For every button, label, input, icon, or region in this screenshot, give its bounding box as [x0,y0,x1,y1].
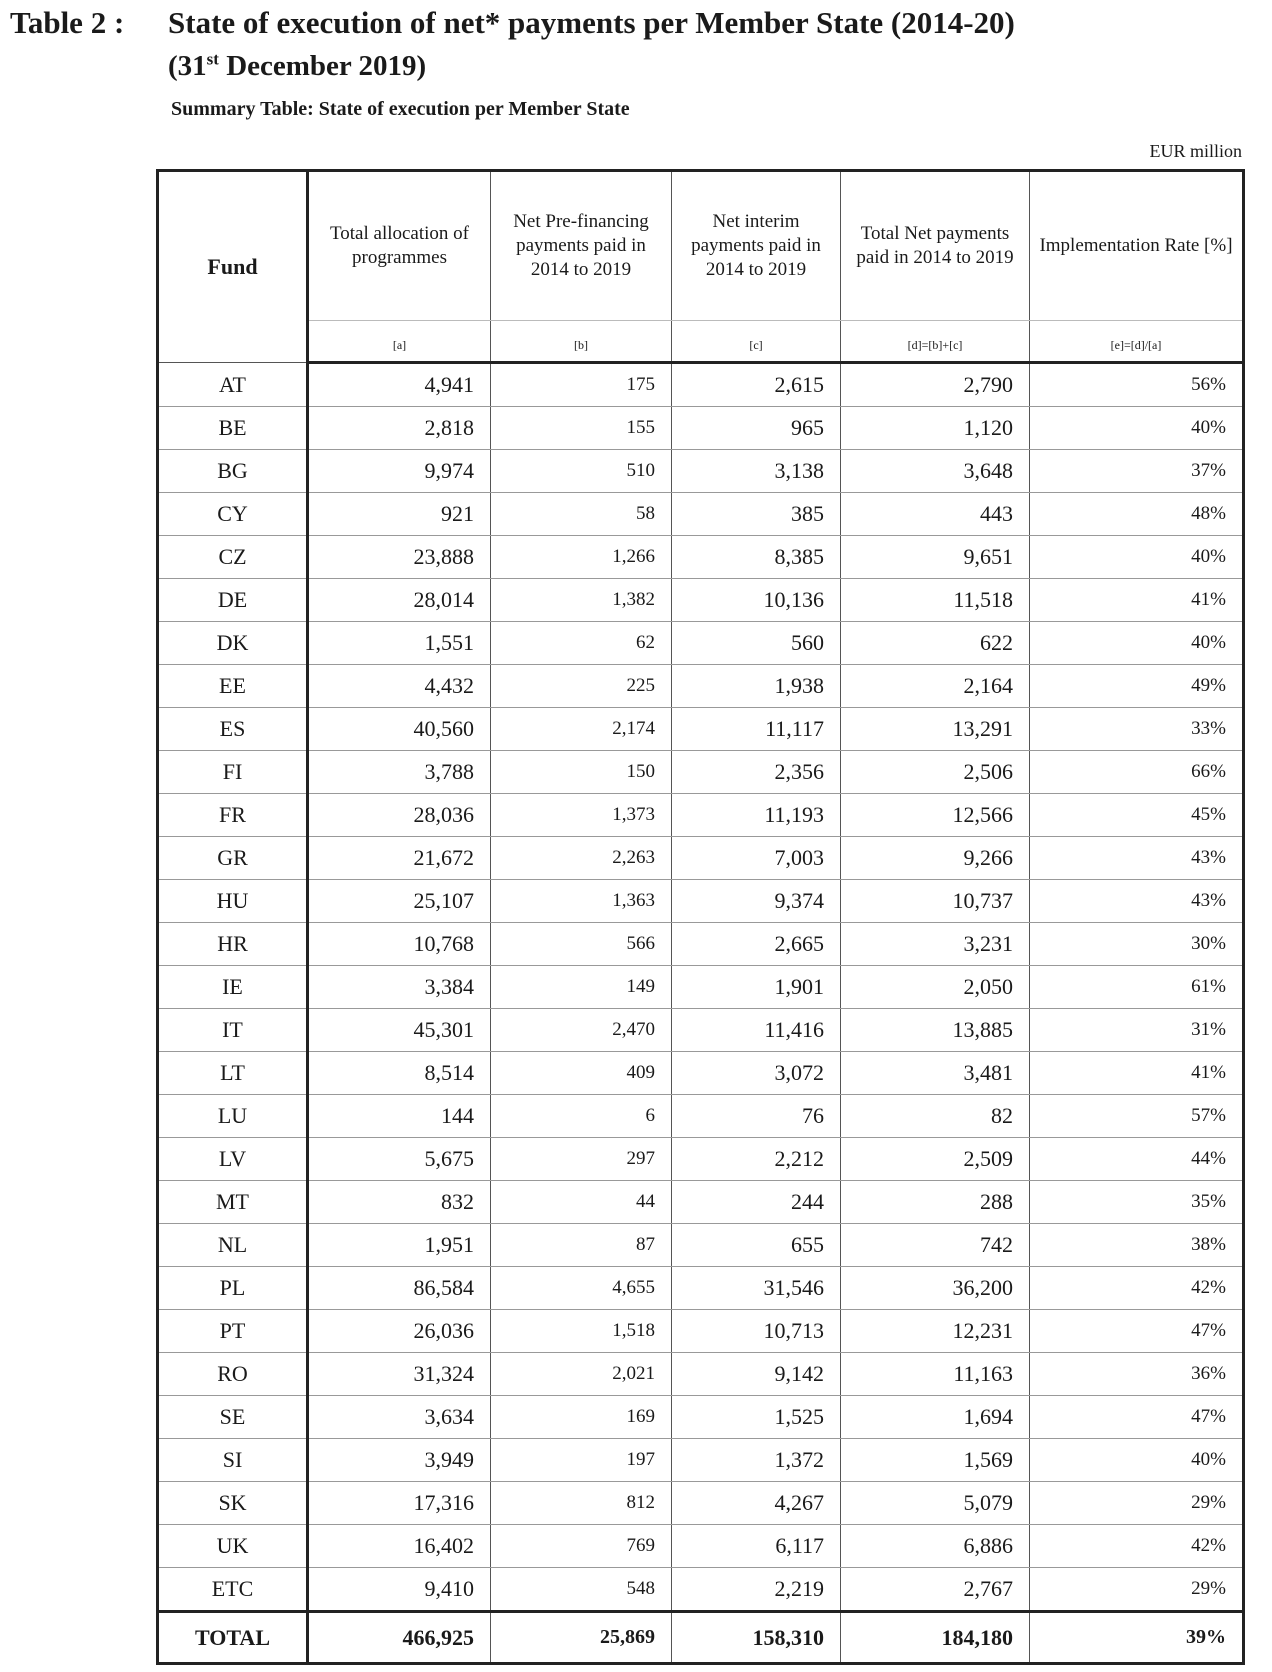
table-row [158,1310,1244,1353]
formula-d: [d]=[b]+[c] [841,321,1030,363]
total-net-cell: 2,050 [841,966,1030,1009]
total-net-cell: 6,886 [841,1525,1030,1568]
total-net-cell: 2,790 [841,363,1030,407]
table-row [158,1224,1244,1267]
table-row [158,1353,1244,1396]
prefinancing-cell: 1,382 [491,579,672,622]
header-row [158,171,1244,321]
fund-cell: IE [158,966,308,1009]
interim-cell: 9,374 [672,880,841,923]
table-row [158,1095,1244,1138]
table-row [158,1181,1244,1224]
allocation-cell: 16,402 [308,1525,491,1568]
prefinancing-cell: 149 [491,966,672,1009]
fund-cell: BE [158,407,308,450]
rate-cell: 41% [1030,1052,1244,1095]
prefinancing-cell: 2,021 [491,1353,672,1396]
rate-cell: 37% [1030,450,1244,493]
prefinancing-cell: 566 [491,923,672,966]
rate-cell: 29% [1030,1482,1244,1525]
table-row [158,1396,1244,1439]
allocation-cell: 9,410 [308,1568,491,1612]
interim-cell: 76 [672,1095,841,1138]
total-net-cell: 443 [841,493,1030,536]
fund-cell: GR [158,837,308,880]
allocation-cell: 3,634 [308,1396,491,1439]
fund-cell: BG [158,450,308,493]
formula-row [158,321,1244,363]
table-row [158,1267,1244,1310]
interim-cell: 244 [672,1181,841,1224]
interim-cell: 31,546 [672,1267,841,1310]
interim-cell: 2,665 [672,923,841,966]
fund-cell: IT [158,1009,308,1052]
prefinancing-cell: 4,655 [491,1267,672,1310]
allocation-cell: 40,560 [308,708,491,751]
interim-cell: 3,072 [672,1052,841,1095]
rate-cell: 44% [1030,1138,1244,1181]
allocation-cell: 31,324 [308,1353,491,1396]
total-net-cell: 12,231 [841,1310,1030,1353]
total-net-cell: 3,648 [841,450,1030,493]
total-net-cell: 622 [841,622,1030,665]
formula-b: [b] [491,321,672,363]
fund-cell: LU [158,1095,308,1138]
fund-cell: SI [158,1439,308,1482]
fund-cell: AT [158,363,308,407]
table-row [158,1525,1244,1568]
interim-cell: 10,713 [672,1310,841,1353]
header-allocation: Total allocation of programmes [308,171,491,321]
total-net-cell: 1,694 [841,1396,1030,1439]
prefinancing-cell: 225 [491,665,672,708]
allocation-cell: 17,316 [308,1482,491,1525]
allocation-cell: 28,036 [308,794,491,837]
prefinancing-cell: 1,363 [491,880,672,923]
prefinancing-cell: 812 [491,1482,672,1525]
allocation-cell: 26,036 [308,1310,491,1353]
total-net-cell: 82 [841,1095,1030,1138]
prefinancing-cell: 1,373 [491,794,672,837]
table-row [158,407,1244,450]
table-row [158,794,1244,837]
fund-cell: SE [158,1396,308,1439]
table-row [158,363,1244,407]
fund-cell: PL [158,1267,308,1310]
rate-cell: 49% [1030,665,1244,708]
total-net-cell: 5,079 [841,1482,1030,1525]
header-rate: Implementation Rate [%] [1030,171,1244,321]
rate-cell: 40% [1030,536,1244,579]
table-body [158,363,1244,1664]
allocation-cell: 4,432 [308,665,491,708]
page-title: State of execution of net* payments per Member State (2014-20) [168,5,1015,40]
fund-cell: NL [158,1224,308,1267]
table-row [158,1009,1244,1052]
execution-table [156,169,1245,1665]
rate-cell: 45% [1030,794,1244,837]
interim-cell: 3,138 [672,450,841,493]
interim-cell: 385 [672,493,841,536]
allocation-cell: 9,974 [308,450,491,493]
header-interim: Net interim payments paid in 2014 to 2019 [672,171,841,321]
interim-cell: 2,356 [672,751,841,794]
interim-cell: 8,385 [672,536,841,579]
rate-cell: 39% [1030,1612,1244,1664]
rate-cell: 31% [1030,1009,1244,1052]
rate-cell: 36% [1030,1353,1244,1396]
total-net-cell: 11,163 [841,1353,1030,1396]
formula-e: [e]=[d]/[a] [1030,321,1244,363]
prefinancing-cell: 1,518 [491,1310,672,1353]
header-total-net: Total Net payments paid in 2014 to 2019 [841,171,1030,321]
fund-cell: ES [158,708,308,751]
report-date-suffix: st [206,49,219,69]
header-prefinancing: Net Pre-financing payments paid in 2014 to 2019 [491,171,672,321]
total-net-cell: 13,885 [841,1009,1030,1052]
prefinancing-cell: 548 [491,1568,672,1612]
total-row [158,1612,1244,1664]
unit-label: EUR million [1149,141,1242,161]
fund-cell: FI [158,751,308,794]
interim-cell: 560 [672,622,841,665]
total-net-cell: 9,651 [841,536,1030,579]
report-date-rest: December 2019) [218,50,427,82]
allocation-cell: 466,925 [308,1612,491,1664]
table-row [158,665,1244,708]
interim-cell: 11,416 [672,1009,841,1052]
rate-cell: 29% [1030,1568,1244,1612]
total-net-cell: 1,569 [841,1439,1030,1482]
interim-cell: 6,117 [672,1525,841,1568]
interim-cell: 2,615 [672,363,841,407]
rate-cell: 43% [1030,837,1244,880]
table-row [158,622,1244,665]
allocation-cell: 921 [308,493,491,536]
fund-cell: DE [158,579,308,622]
prefinancing-cell: 175 [491,363,672,407]
allocation-cell: 21,672 [308,837,491,880]
interim-cell: 1,372 [672,1439,841,1482]
fund-cell: HR [158,923,308,966]
table-row [158,493,1244,536]
table-row [158,579,1244,622]
table-label: Table 2 : [10,5,125,40]
allocation-cell: 10,768 [308,923,491,966]
interim-cell: 10,136 [672,579,841,622]
rate-cell: 42% [1030,1267,1244,1310]
total-net-cell: 288 [841,1181,1030,1224]
interim-cell: 7,003 [672,837,841,880]
table-row [158,1138,1244,1181]
table-row [158,536,1244,579]
total-net-cell: 3,481 [841,1052,1030,1095]
interim-cell: 1,525 [672,1396,841,1439]
rate-cell: 38% [1030,1224,1244,1267]
interim-cell: 11,193 [672,794,841,837]
total-net-cell: 2,509 [841,1138,1030,1181]
rate-cell: 56% [1030,363,1244,407]
interim-cell: 655 [672,1224,841,1267]
allocation-cell: 2,818 [308,407,491,450]
rate-cell: 48% [1030,493,1244,536]
prefinancing-cell: 2,263 [491,837,672,880]
prefinancing-cell: 155 [491,407,672,450]
table-row [158,450,1244,493]
table-row [158,1482,1244,1525]
fund-cell: UK [158,1525,308,1568]
rate-cell: 61% [1030,966,1244,1009]
prefinancing-cell: 58 [491,493,672,536]
interim-cell: 4,267 [672,1482,841,1525]
total-net-cell: 742 [841,1224,1030,1267]
fund-cell: CY [158,493,308,536]
fund-cell: MT [158,1181,308,1224]
prefinancing-cell: 2,174 [491,708,672,751]
table-header [158,171,1244,363]
allocation-cell: 28,014 [308,579,491,622]
rate-cell: 41% [1030,579,1244,622]
allocation-cell: 8,514 [308,1052,491,1095]
total-net-cell: 11,518 [841,579,1030,622]
fund-cell: HU [158,880,308,923]
table-row [158,1568,1244,1612]
rate-cell: 40% [1030,622,1244,665]
fund-cell: FR [158,794,308,837]
header-fund: Fund [158,171,308,363]
interim-cell: 2,212 [672,1138,841,1181]
fund-cell: DK [158,622,308,665]
prefinancing-cell: 62 [491,622,672,665]
rate-cell: 35% [1030,1181,1244,1224]
total-net-cell: 3,231 [841,923,1030,966]
table-row [158,837,1244,880]
fund-cell: LV [158,1138,308,1181]
total-net-cell: 36,200 [841,1267,1030,1310]
prefinancing-cell: 297 [491,1138,672,1181]
allocation-cell: 25,107 [308,880,491,923]
rate-cell: 57% [1030,1095,1244,1138]
fund-cell: LT [158,1052,308,1095]
table-row [158,1052,1244,1095]
interim-cell: 2,219 [672,1568,841,1612]
total-net-cell: 184,180 [841,1612,1030,1664]
prefinancing-cell: 169 [491,1396,672,1439]
total-net-cell: 9,266 [841,837,1030,880]
fund-cell: RO [158,1353,308,1396]
total-net-cell: 12,566 [841,794,1030,837]
interim-cell: 1,938 [672,665,841,708]
allocation-cell: 144 [308,1095,491,1138]
formula-a: [a] [308,321,491,363]
prefinancing-cell: 2,470 [491,1009,672,1052]
rate-cell: 40% [1030,407,1244,450]
interim-cell: 158,310 [672,1612,841,1664]
table-subtitle: Summary Table: State of execution per Member State [171,98,630,120]
prefinancing-cell: 6 [491,1095,672,1138]
prefinancing-cell: 769 [491,1525,672,1568]
allocation-cell: 1,551 [308,622,491,665]
allocation-cell: 86,584 [308,1267,491,1310]
allocation-cell: 3,949 [308,1439,491,1482]
interim-cell: 9,142 [672,1353,841,1396]
prefinancing-cell: 150 [491,751,672,794]
prefinancing-cell: 87 [491,1224,672,1267]
rate-cell: 43% [1030,880,1244,923]
allocation-cell: 832 [308,1181,491,1224]
prefinancing-cell: 409 [491,1052,672,1095]
interim-cell: 11,117 [672,708,841,751]
total-net-cell: 10,737 [841,880,1030,923]
table-row [158,1439,1244,1482]
table-row [158,708,1244,751]
table-row [158,966,1244,1009]
prefinancing-cell: 1,266 [491,536,672,579]
allocation-cell: 3,384 [308,966,491,1009]
report-date-open: (31 [168,50,207,82]
total-net-cell: 1,120 [841,407,1030,450]
rate-cell: 66% [1030,751,1244,794]
fund-cell: TOTAL [158,1612,308,1664]
rate-cell: 30% [1030,923,1244,966]
rate-cell: 40% [1030,1439,1244,1482]
rate-cell: 47% [1030,1396,1244,1439]
fund-cell: SK [158,1482,308,1525]
allocation-cell: 4,941 [308,363,491,407]
allocation-cell: 1,951 [308,1224,491,1267]
table-row [158,923,1244,966]
prefinancing-cell: 25,869 [491,1612,672,1664]
interim-cell: 965 [672,407,841,450]
total-net-cell: 2,164 [841,665,1030,708]
allocation-cell: 23,888 [308,536,491,579]
interim-cell: 1,901 [672,966,841,1009]
fund-cell: CZ [158,536,308,579]
rate-cell: 33% [1030,708,1244,751]
rate-cell: 42% [1030,1525,1244,1568]
prefinancing-cell: 197 [491,1439,672,1482]
fund-cell: PT [158,1310,308,1353]
fund-cell: EE [158,665,308,708]
report-date [168,48,426,84]
allocation-cell: 3,788 [308,751,491,794]
total-net-cell: 13,291 [841,708,1030,751]
allocation-cell: 5,675 [308,1138,491,1181]
fund-cell: ETC [158,1568,308,1612]
total-net-cell: 2,767 [841,1568,1030,1612]
table-row [158,751,1244,794]
total-net-cell: 2,506 [841,751,1030,794]
allocation-cell: 45,301 [308,1009,491,1052]
table-row [158,880,1244,923]
prefinancing-cell: 44 [491,1181,672,1224]
formula-c: [c] [672,321,841,363]
rate-cell: 47% [1030,1310,1244,1353]
prefinancing-cell: 510 [491,450,672,493]
